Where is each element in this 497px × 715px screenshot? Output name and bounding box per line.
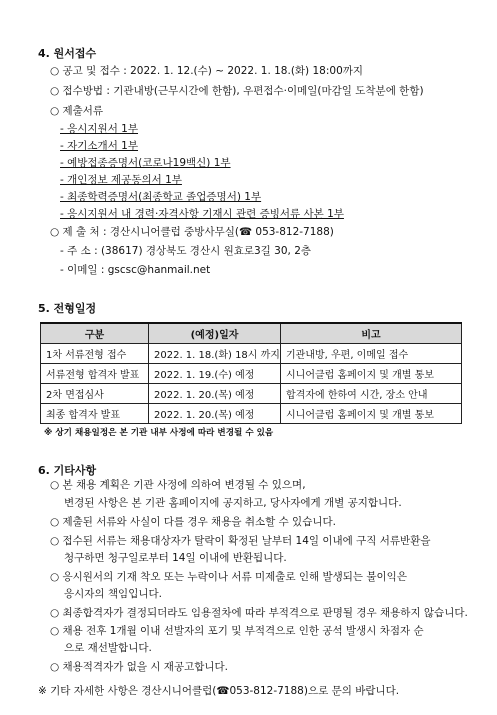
notice-line: ○ 접수된 서류는 채용대상자가 탈락이 확정된 날부터 14일 이내에 구직 서류반환을 xyxy=(50,535,431,547)
table-cell: 합격자에 한하여 시간, 장소 안내 xyxy=(281,384,462,404)
table-cell: 기관내방, 우편, 이메일 접수 xyxy=(281,344,462,364)
table-cell: 시니어클럽 홈페이지 및 개별 통보 xyxy=(281,404,462,424)
document-item: - 응시지원서 내 경력·자격사항 기재시 관련 증빙서류 사본 1부 xyxy=(60,208,344,220)
schedule-table xyxy=(40,322,462,424)
notice-line: 청구하면 청구일로부터 14일 이내에 반환됩니다. xyxy=(64,552,287,564)
document-item: - 응시지원서 1부 xyxy=(60,123,139,135)
section-4-title: 4. 원서접수 xyxy=(38,47,97,60)
notice-line: 으로 재선발합니다. xyxy=(64,642,152,654)
table-cell: 서류전형 합격자 발표 xyxy=(41,364,149,384)
notice-line: 변경된 사항은 본 기관 홈페이지에 공지하고, 당사자에게 개별 공지합니다. xyxy=(64,497,402,509)
document-item: - 개인정보 제공동의서 1부 xyxy=(60,174,182,186)
table-header-row xyxy=(41,323,462,344)
table-cell: 2022. 1. 20.(목) 예정 xyxy=(149,384,281,404)
table-cell: 2022. 1. 19.(수) 예정 xyxy=(149,364,281,384)
notice-line: ○ 응시원서의 기재 착오 또는 누락이나 서류 미제출로 인해 발생되는 불이익은 xyxy=(50,571,407,583)
notice-line: 응시자의 책임입니다. xyxy=(64,588,162,600)
table-cell: 시니어클럽 홈페이지 및 개별 통보 xyxy=(281,364,462,384)
column-header: 비고 xyxy=(281,323,462,344)
notice-line: ○ 채용적격자가 없을 시 재공고합니다. xyxy=(50,661,228,673)
table-cell: 2022. 1. 20.(목) 예정 xyxy=(149,404,281,424)
column-header: (예정)일자 xyxy=(149,323,281,344)
notice-line: ○ 채용 전후 1개월 이내 선발자의 포기 및 부적격으로 인한 공석 발생시 차점자 순 xyxy=(50,625,424,637)
document-item: - 자기소개서 1부 xyxy=(60,140,139,152)
column-header: 구분 xyxy=(41,323,149,344)
table-row xyxy=(41,364,462,384)
section-6-title: 6. 기타사항 xyxy=(38,464,97,477)
office-address: - 주 소 : (38617) 경상북도 경산시 원효로3길 30, 2층 xyxy=(60,245,312,257)
table-cell: 2차 면접심사 xyxy=(41,384,149,404)
submission-office: ○ 제 출 처 : 경산시니어클럽 중방사무실(☎ 053-812-7188) xyxy=(50,226,334,238)
table-cell: 2022. 1. 18.(화) 18시 까지 xyxy=(149,344,281,364)
notice-line: ○ 본 채용 계획은 기관 사정에 의하여 변경될 수 있으며, xyxy=(50,479,306,491)
table-row xyxy=(41,384,462,404)
table-cell: 1차 서류전형 접수 xyxy=(41,344,149,364)
table-cell: 최종 합격자 발표 xyxy=(41,404,149,424)
application-period: ○ 공고 및 접수 : 2022. 1. 12.(수) ~ 2022. 1. 18.(화) 18:00까지 xyxy=(50,65,364,77)
document-item: - 최종학력증명서(최종학교 졸업증명서) 1부 xyxy=(60,191,262,203)
table-row xyxy=(41,404,462,424)
documents-title: ○ 제출서류 xyxy=(50,105,104,117)
table-row xyxy=(41,344,462,364)
office-email: - 이메일 : gscsc@hanmail.net xyxy=(60,264,211,276)
document-item: - 예방접종증명서(코로나19백신) 1부 xyxy=(60,157,231,169)
schedule-note: ※ 상기 채용일정은 본 기관 내부 사정에 따라 변경될 수 있음 xyxy=(44,428,274,438)
application-method: ○ 접수방법 : 기관내방(근무시간에 한함), 우편접수·이메일(마감일 도착분에 한함) xyxy=(50,85,424,97)
section-5-title: 5. 전형일정 xyxy=(38,302,97,315)
notice-line: ○ 제출된 서류와 사실이 다를 경우 채용을 취소할 수 있습니다. xyxy=(50,516,336,528)
contact-footer: ※ 기타 자세한 사항은 경산시니어클럽(☎053-812-7188)으로 문의 바랍니다. xyxy=(38,685,400,697)
notice-line: ○ 최종합격자가 결정되더라도 임용절차에 따라 부적격으로 판명될 경우 채용하지 않습니다. xyxy=(50,607,468,619)
